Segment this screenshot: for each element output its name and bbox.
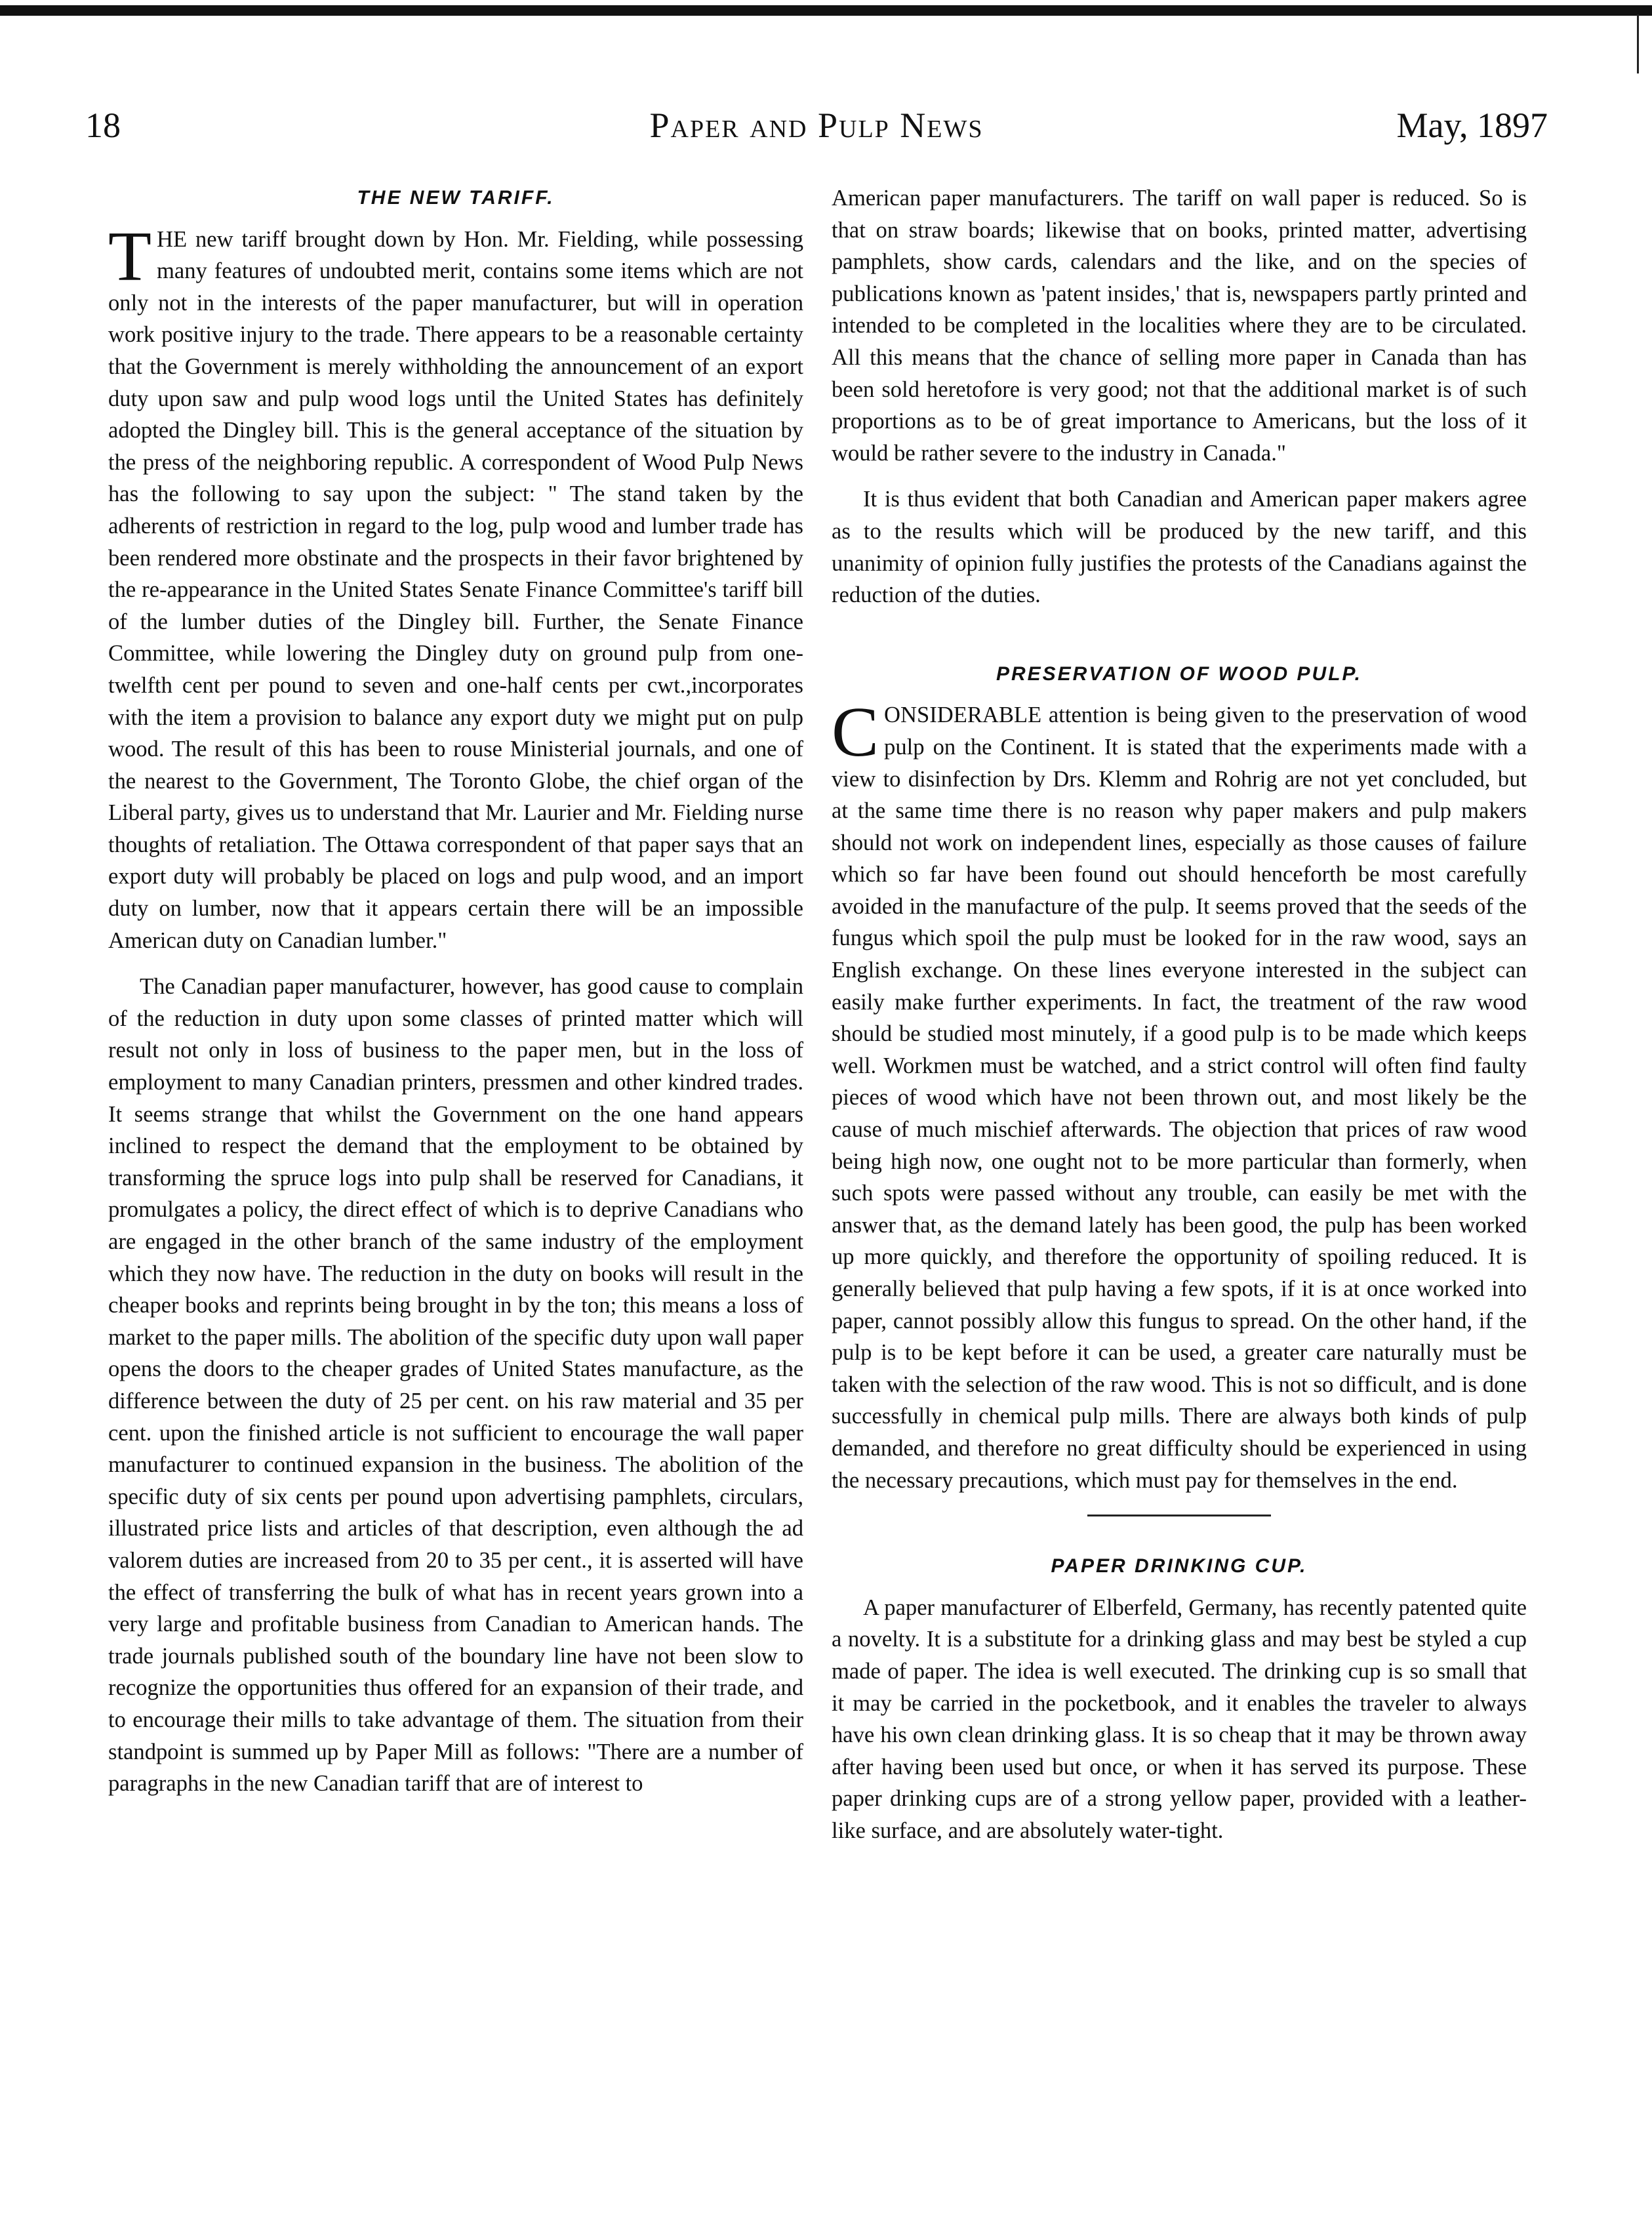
running-header: [85, 105, 1548, 157]
journal-title: Paper and Pulp News: [649, 106, 984, 145]
right-edge-mark: [1637, 14, 1639, 73]
left-column: [108, 182, 803, 1814]
page-number: 18: [85, 106, 121, 145]
paragraph: CONSIDERABLE attention is being given to the preservation of wood pulp on the Continent. It is stated that the experiments made with a view to disinfection by Drs. Klemm and Rohrig are not yet concluded, but at the same time there is no reason why paper makers and pulp makers should not work on independent lines, especially as those causes of failure which so far have been found out should henceforth be most carefully avoided in the manufacture of the pulp. It seems proved that the seeds of the fungus which spoil the pulp must be looked for in the raw wood, says an English exchange. On these lines everyone interested in the subject can easily make further experiments. In fact, the treatment of the raw wood should be studied most minutely, if a good pulp is to be made which keeps well. Workmen must be watched, and a strict control will often find faulty pieces of wood which have not been thrown out, and most likely be the cause of much mischief afterwards. The objection that prices of raw wood being high now, one ought not to be more particular than formerly, when such spots were passed without any trouble, can easily be met with the answer that, as the demand lately has been good, the pulp has been worked up more quickly, and therefore the opportunity of spoiling reduced. It is generally believed that pulp having a few spots, if it is at once worked into paper, cannot possibly allow this fungus to spread. On the other hand, if the pulp is to be kept before it can be used, a greater care naturally must be taken with the selection of the raw wood. This is not so difficult, and is done successfully in chemical pulp mills. There are always both kinds of pulp demanded, and therefore no great difficulty should be experienced in using the necessary precautions, which must pay for themselves in the end.: [832, 693, 1527, 1493]
paragraph: A paper manufacturer of Elberfeld, Germany, has recently patented quite a novelty. It is a substitute for a drinking glass and may best be styled a cup made of paper. The idea is well executed. The drinking cup is so small that it may be carried in the pocketbook, and it enables the traveler to always have his own clean drinking glass. It is so cheap that it may be thrown away after having been used but once, or when it has served its purpose. These paper drinking cups are of a strong yellow paper, provided with a leather-like surface, and are absolutely water-tight.: [832, 1595, 1527, 1843]
issue-date: May, 1897: [1396, 106, 1548, 145]
section-divider: [1087, 1515, 1271, 1516]
drop-cap: T: [108, 217, 151, 296]
right-column: [832, 182, 1527, 1861]
article-heading-preservation: PRESERVATION OF WOOD PULP.: [996, 662, 1363, 685]
drop-cap: C: [832, 693, 879, 772]
paragraph: It is thus evident that both Canadian and American paper makers agree as to the results which will be produced by the new tariff, and this unanimity of opinion fully justifies the protests of the Canadians against the reduction of the duties.: [832, 487, 1527, 608]
article-heading-new-tariff: THE NEW TARIFF.: [357, 187, 555, 209]
paragraph: The Canadian paper manufacturer, however, has good cause to complain of the reduction in duty upon some classes of printed matter which will result not only in loss of business to the paper men, but in the loss of employment to many Canadian printers, pressmen and other kindred trades. It seems strange that whilst the Government on the one hand appears inclined to respect the demand that the employment to be obtained by transforming the spruce logs into pulp shall be reserved for Canadians, it promulgates a policy, the direct effect of which is to deprive Canadians who are engaged in the other branch of the same industry of the employment which they now have. The reduction in the duty on books will result in the cheaper books and reprints being brought in by the ton; this means a loss of market to the paper mills. The abolition of the specific duty upon wall paper opens the doors to the cheaper grades of United States manufacture, as the difference between the duty of 25 per cent. on his raw material and 35 per cent. upon the finished article is not sufficient to encourage the wall paper manufacturer to continued expansion in the business. The abolition of the specific duty of six cents per pound upon advertising pamphlets, circulars, illustrated price lists and articles of that description, even although the ad valorem duties are increased from 20 to 35 per cent., it is asserted will have the effect of transferring the bulk of what has in recent years grown into a very large and profitable business from Canadian to American hands. The trade journals published south of the boundary line have not been slow to recognize the opportunities thus offered for an expansion of their trade, and to encourage their mills to take advantage of them. The situation from their standpoint is summed up by Paper Mill as follows: "There are a number of paragraphs in the new Canadian tariff that are of interest to: [108, 974, 803, 1797]
top-border-rule: [0, 5, 1652, 16]
paragraph: THE new tariff brought down by Hon. Mr. Fielding, while possessing many features of undoubted merit, contains some items which are not only not in the interests of the paper manufacturer, but will in operation work positive injury to the trade. There appears to be a reasonable certainty that the Government is merely withholding the announcement of an export duty upon saw and pulp wood logs until the United States has definitely adopted the Dingley bill. This is the general acceptance of the situation by the press of the neighboring republic. A correspondent of Wood Pulp News has the following to say upon the subject: " The stand taken by the adherents of restriction in regard to the log, pulp wood and lumber trade has been rendered more obstinate and the prospects in their favor brightened by the re-appearance in the United States Senate Finance Committee's tariff bill of the lumber duties of the Dingley bill. Further, the Senate Finance Committee, while lowering the Dingley duty on ground pulp from one-twelfth cent per pound to seven and one-half cents per cwt.,incorporates with the item a provision to balance any export duty we might put on pulp wood. The result of this has been to rouse Ministerial journals, and one of the nearest to the Government, The Toronto Globe, the chief organ of the Liberal party, gives us to understand that Mr. Laurier and Mr. Fielding nurse thoughts of retaliation. The Ottawa correspondent of that paper says that an export duty will probably be placed on logs and pulp wood, and an import duty on lumber, now that it appears certain there will be an impossible American duty on Canadian lumber.": [108, 217, 803, 953]
paragraph: American paper manufacturers. The tariff on wall paper is reduced. So is that on straw boards; likewise that on books, printed matter, advertising pamphlets, show cards, calendars and the like, and on the species of publications known as 'patent insides,' that is, newspapers partly printed and intended to be completed in the localities where they are to be circulated. All this means that the chance of selling more paper in Canada than has been sold heretofore is very good; not that the additional market is of such proportions as to be of great importance to Americans, but the loss of it would be rather severe to the industry in Canada.": [832, 186, 1527, 466]
article-heading-drinking-cup: PAPER DRINKING CUP.: [1051, 1555, 1308, 1577]
